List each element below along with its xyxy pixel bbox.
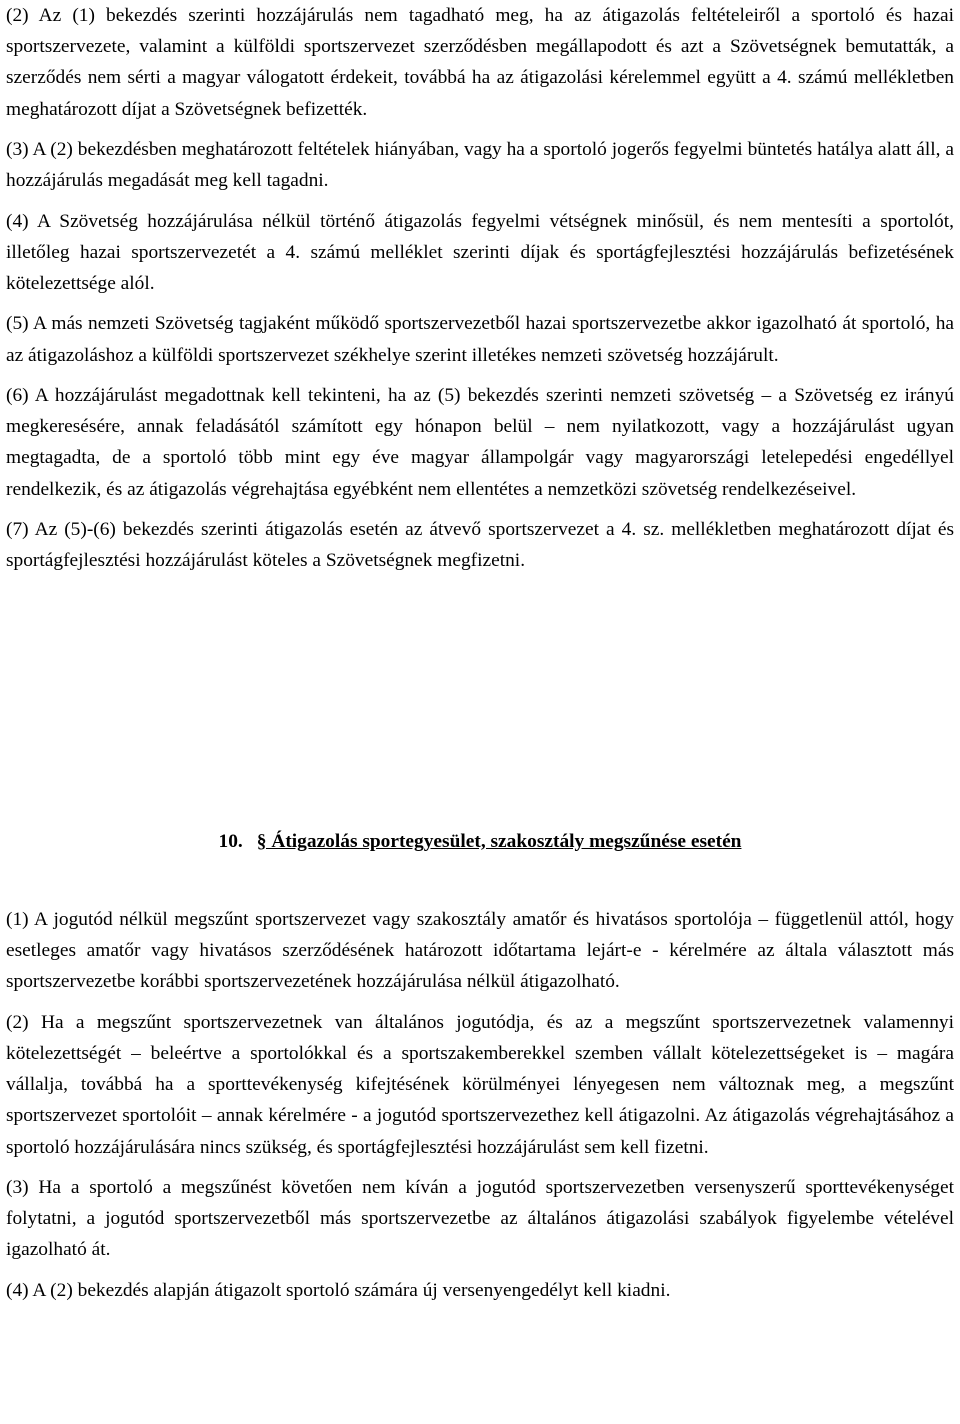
section-after [6, 904, 954, 1306]
paragraph-3b: (3) Ha a sportoló a megszűnést követően nem kíván a jogutód sportszervezetben versenyszerű sporttevékenységet folytatni, a jogutód sportszervezetből más sportszervezetbe az általános átigazolási szabályok figyelembe vételével igazolható át. [6, 1177, 954, 1261]
section-number: 10. [218, 831, 243, 852]
section-title: § Átigazolás sportegyesület, szakosztály megszűnése esetén [256, 831, 742, 852]
paragraph-2b: (2) Ha a megszűnt sportszervezetnek van általános jogutódja, és az a megszűnt sportszervezetnek valamennyi kötelezettségét – beleértve a sportolókkal és a sportszakemberekkel szemben vállalt kötelezettségeket is – magára vállalja, továbbá ha a sporttevékenység kifejtésének körülményei lényegesen nem változnak meg, a megszűnt sportszervezet sportolóit – annak kérelmére - a jogutód sportszervezethez kell átigazolni. Az átigazolás végrehajtásához a sportoló hozzájárulására nincs szükség, és sportágfejlesztési hozzájárulást sem kell fizetni. [6, 1011, 954, 1158]
section-heading [6, 826, 954, 857]
section-before [6, 0, 954, 576]
paragraph-2: (2) Az (1) bekezdés szerinti hozzájárulás nem tagadható meg, ha az átigazolás feltételeiről a sportoló és hazai sportszervezete, valamint a külföldi sportszervezet szerződésben megállapodott és azt a Szövetségnek bemutatták, a szerződés nem sérti a magyar válogatott érdekeit, továbbá ha az átigazolási kérelemmel együtt a 4. számú mellékletben meghatározott díjat a Szövetségnek befizették. [6, 5, 954, 120]
paragraph-5: (5) A más nemzeti Szövetség tagjaként működő sportszervezetből hazai sportszervezetbe akkor igazolható át sportoló, ha az átigazoláshoz a külföldi sportszervezet székhelye szerint illetékes nemzeti szövetség hozzájárult. [6, 313, 954, 366]
paragraph-4b: (4) A (2) bekezdés alapján átigazolt sportoló számára új versenyengedélyt kell kiadni. [6, 1279, 671, 1301]
paragraph-4: (4) A Szövetség hozzájárulása nélkül történő átigazolás fegyelmi vétségnek minősül, és nem mentesíti a sportolót, illetőleg hazai sportszervezetét a 4. számú melléklet szerinti díjak és sportágfejlesztési hozzájárulás befizetésének kötelezettsége alól. [6, 210, 954, 294]
paragraph-7: (7) Az (5)-(6) bekezdés szerinti átigazolás esetén az átvevő sportszervezet a 4. sz. mellékletben meghatározott díjat és sportágfejlesztési hozzájárulást köteles a Szövetségnek megfizetni. [6, 518, 954, 572]
paragraph-1: (1) A jogutód nélkül megszűnt sportszervezet vagy szakosztály amatőr és hivatásos sportolója – függetlenül attól, hogy esetleges amatőr vagy hivatásos szerződésének határozott időtartama lejárt-e - kérelmére az általa választott más sportszervezetbe korábbi sportszervezetének hozzájárulása nélkül átigazolható. [6, 909, 954, 993]
paragraph-3: (3) A (2) bekezdésben meghatározott feltételek hiányában, vagy ha a sportoló jogerős fegyelmi büntetés hatálya alatt áll, a hozzájárulás megadását meg kell tagadni. [6, 139, 954, 192]
paragraph-6: (6) A hozzájárulást megadottnak kell tekinteni, ha az (5) bekezdés szerinti nemzeti szövetség – a Szövetség ez irányú megkeresésére, annak feladásától számított egy hónapon belül – nem nyilatkozott, vagy a hozzájárulást ugyan megtagadta, de a sportoló több mint egy éve magyar állampolgár vagy magyarországi letelepedési engedéllyel rendelkezik, és az átigazolás végrehajtása egyébként nem ellentétes a nemzetközi szövetség rendelkezéseivel. [6, 384, 954, 500]
